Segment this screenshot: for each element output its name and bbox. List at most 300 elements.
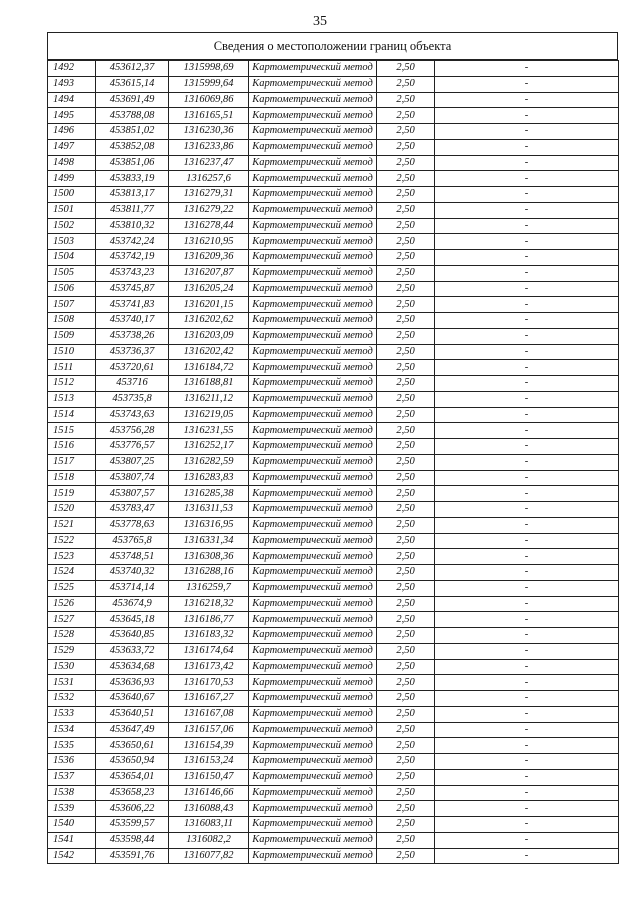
point-number-cell: 1495 bbox=[48, 108, 96, 124]
x-coordinate-cell: 453778,63 bbox=[96, 517, 169, 533]
table-title-text: Сведения о местоположении границ объекта bbox=[213, 38, 452, 53]
point-number-cell: 1515 bbox=[48, 423, 96, 439]
table-row bbox=[48, 580, 619, 596]
y-coordinate-cell: 1316077,82 bbox=[169, 848, 249, 864]
table-row bbox=[48, 124, 619, 140]
table-row bbox=[48, 265, 619, 281]
method-cell: Картометрический метод bbox=[249, 171, 377, 187]
y-coordinate-cell: 1316188,81 bbox=[169, 376, 249, 392]
accuracy-cell: 2,50 bbox=[377, 565, 435, 581]
description-cell: - bbox=[435, 439, 619, 455]
point-number-cell: 1529 bbox=[48, 643, 96, 659]
accuracy-cell: 2,50 bbox=[377, 832, 435, 848]
y-coordinate-cell: 1316154,39 bbox=[169, 738, 249, 754]
y-coordinate-cell: 1316283,83 bbox=[169, 470, 249, 486]
description-cell: - bbox=[435, 202, 619, 218]
point-number-cell: 1541 bbox=[48, 832, 96, 848]
point-number-cell: 1524 bbox=[48, 565, 96, 581]
table-row bbox=[48, 628, 619, 644]
description-cell: - bbox=[435, 533, 619, 549]
x-coordinate-cell: 453811,77 bbox=[96, 202, 169, 218]
x-coordinate-cell: 453650,61 bbox=[96, 738, 169, 754]
accuracy-cell: 2,50 bbox=[377, 706, 435, 722]
point-number-cell: 1492 bbox=[48, 61, 96, 77]
point-number-cell: 1493 bbox=[48, 76, 96, 92]
point-number-cell: 1533 bbox=[48, 706, 96, 722]
point-number-cell: 1509 bbox=[48, 328, 96, 344]
accuracy-cell: 2,50 bbox=[377, 502, 435, 518]
point-number-cell: 1530 bbox=[48, 659, 96, 675]
y-coordinate-cell: 1316203,09 bbox=[169, 328, 249, 344]
point-number-cell: 1516 bbox=[48, 439, 96, 455]
accuracy-cell: 2,50 bbox=[377, 328, 435, 344]
accuracy-cell: 2,50 bbox=[377, 801, 435, 817]
table-row bbox=[48, 297, 619, 313]
x-coordinate-cell: 453615,14 bbox=[96, 76, 169, 92]
description-cell: - bbox=[435, 675, 619, 691]
y-coordinate-cell: 1316184,72 bbox=[169, 360, 249, 376]
table-row bbox=[48, 171, 619, 187]
method-cell: Картометрический метод bbox=[249, 659, 377, 675]
table-row bbox=[48, 250, 619, 266]
point-number-cell: 1519 bbox=[48, 486, 96, 502]
y-coordinate-cell: 1316233,86 bbox=[169, 139, 249, 155]
method-cell: Картометрический метод bbox=[249, 643, 377, 659]
description-cell: - bbox=[435, 423, 619, 439]
method-cell: Картометрический метод bbox=[249, 848, 377, 864]
x-coordinate-cell: 453633,72 bbox=[96, 643, 169, 659]
table-row bbox=[48, 218, 619, 234]
y-coordinate-cell: 1316252,17 bbox=[169, 439, 249, 455]
x-coordinate-cell: 453598,44 bbox=[96, 832, 169, 848]
method-cell: Картометрический метод bbox=[249, 470, 377, 486]
description-cell: - bbox=[435, 470, 619, 486]
y-coordinate-cell: 1316211,12 bbox=[169, 391, 249, 407]
description-cell: - bbox=[435, 360, 619, 376]
y-coordinate-cell: 1316331,34 bbox=[169, 533, 249, 549]
description-cell: - bbox=[435, 549, 619, 565]
accuracy-cell: 2,50 bbox=[377, 439, 435, 455]
accuracy-cell: 2,50 bbox=[377, 486, 435, 502]
point-number-cell: 1503 bbox=[48, 234, 96, 250]
accuracy-cell: 2,50 bbox=[377, 659, 435, 675]
point-number-cell: 1523 bbox=[48, 549, 96, 565]
x-coordinate-cell: 453674,9 bbox=[96, 596, 169, 612]
page-number: 35 bbox=[313, 14, 327, 29]
x-coordinate-cell: 453833,19 bbox=[96, 171, 169, 187]
description-cell: - bbox=[435, 454, 619, 470]
table-row bbox=[48, 92, 619, 108]
method-cell: Картометрический метод bbox=[249, 76, 377, 92]
y-coordinate-cell: 1316186,77 bbox=[169, 612, 249, 628]
table-row bbox=[48, 848, 619, 864]
point-number-cell: 1526 bbox=[48, 596, 96, 612]
method-cell: Картометрический метод bbox=[249, 486, 377, 502]
x-coordinate-cell: 453783,47 bbox=[96, 502, 169, 518]
description-cell: - bbox=[435, 785, 619, 801]
y-coordinate-cell: 1316183,32 bbox=[169, 628, 249, 644]
accuracy-cell: 2,50 bbox=[377, 722, 435, 738]
accuracy-cell: 2,50 bbox=[377, 297, 435, 313]
accuracy-cell: 2,50 bbox=[377, 218, 435, 234]
y-coordinate-cell: 1316083,11 bbox=[169, 817, 249, 833]
x-coordinate-cell: 453599,57 bbox=[96, 817, 169, 833]
y-coordinate-cell: 1316311,53 bbox=[169, 502, 249, 518]
description-cell: - bbox=[435, 281, 619, 297]
accuracy-cell: 2,50 bbox=[377, 155, 435, 171]
accuracy-cell: 2,50 bbox=[377, 517, 435, 533]
method-cell: Картометрический метод bbox=[249, 297, 377, 313]
table-row bbox=[48, 328, 619, 344]
x-coordinate-cell: 453742,19 bbox=[96, 250, 169, 266]
x-coordinate-cell: 453714,14 bbox=[96, 580, 169, 596]
table-row bbox=[48, 785, 619, 801]
description-cell: - bbox=[435, 313, 619, 329]
description-cell: - bbox=[435, 376, 619, 392]
table-row bbox=[48, 754, 619, 770]
point-number-cell: 1535 bbox=[48, 738, 96, 754]
table-row bbox=[48, 643, 619, 659]
description-cell: - bbox=[435, 565, 619, 581]
accuracy-cell: 2,50 bbox=[377, 108, 435, 124]
description-cell: - bbox=[435, 328, 619, 344]
point-number-cell: 1540 bbox=[48, 817, 96, 833]
accuracy-cell: 2,50 bbox=[377, 785, 435, 801]
table-row bbox=[48, 596, 619, 612]
point-number-cell: 1504 bbox=[48, 250, 96, 266]
point-number-cell: 1511 bbox=[48, 360, 96, 376]
table-row bbox=[48, 691, 619, 707]
method-cell: Картометрический метод bbox=[249, 139, 377, 155]
description-cell: - bbox=[435, 628, 619, 644]
accuracy-cell: 2,50 bbox=[377, 596, 435, 612]
description-cell: - bbox=[435, 706, 619, 722]
accuracy-cell: 2,50 bbox=[377, 612, 435, 628]
y-coordinate-cell: 1316167,08 bbox=[169, 706, 249, 722]
table-row bbox=[48, 344, 619, 360]
description-cell: - bbox=[435, 817, 619, 833]
description-cell: - bbox=[435, 738, 619, 754]
method-cell: Картометрический метод bbox=[249, 628, 377, 644]
x-coordinate-cell: 453742,24 bbox=[96, 234, 169, 250]
method-cell: Картометрический метод bbox=[249, 344, 377, 360]
point-number-cell: 1508 bbox=[48, 313, 96, 329]
method-cell: Картометрический метод bbox=[249, 234, 377, 250]
description-cell: - bbox=[435, 155, 619, 171]
accuracy-cell: 2,50 bbox=[377, 187, 435, 203]
y-coordinate-cell: 1316279,22 bbox=[169, 202, 249, 218]
accuracy-cell: 2,50 bbox=[377, 265, 435, 281]
y-coordinate-cell: 1316209,36 bbox=[169, 250, 249, 266]
description-cell: - bbox=[435, 769, 619, 785]
description-cell: - bbox=[435, 486, 619, 502]
y-coordinate-cell: 1316157,06 bbox=[169, 722, 249, 738]
point-number-cell: 1499 bbox=[48, 171, 96, 187]
point-number-cell: 1496 bbox=[48, 124, 96, 140]
accuracy-cell: 2,50 bbox=[377, 76, 435, 92]
table-row bbox=[48, 360, 619, 376]
point-number-cell: 1517 bbox=[48, 454, 96, 470]
x-coordinate-cell: 453807,25 bbox=[96, 454, 169, 470]
method-cell: Картометрический метод bbox=[249, 675, 377, 691]
y-coordinate-cell: 1316150,47 bbox=[169, 769, 249, 785]
accuracy-cell: 2,50 bbox=[377, 61, 435, 77]
table-title bbox=[47, 32, 618, 60]
accuracy-cell: 2,50 bbox=[377, 250, 435, 266]
y-coordinate-cell: 1316219,05 bbox=[169, 407, 249, 423]
method-cell: Картометрический метод bbox=[249, 218, 377, 234]
method-cell: Картометрический метод bbox=[249, 281, 377, 297]
x-coordinate-cell: 453741,83 bbox=[96, 297, 169, 313]
point-number-cell: 1501 bbox=[48, 202, 96, 218]
accuracy-cell: 2,50 bbox=[377, 376, 435, 392]
y-coordinate-cell: 1316218,32 bbox=[169, 596, 249, 612]
description-cell: - bbox=[435, 659, 619, 675]
y-coordinate-cell: 1316231,55 bbox=[169, 423, 249, 439]
table-row bbox=[48, 155, 619, 171]
method-cell: Картометрический метод bbox=[249, 549, 377, 565]
x-coordinate-cell: 453851,06 bbox=[96, 155, 169, 171]
description-cell: - bbox=[435, 108, 619, 124]
accuracy-cell: 2,50 bbox=[377, 628, 435, 644]
y-coordinate-cell: 1316259,7 bbox=[169, 580, 249, 596]
x-coordinate-cell: 453765,8 bbox=[96, 533, 169, 549]
accuracy-cell: 2,50 bbox=[377, 313, 435, 329]
accuracy-cell: 2,50 bbox=[377, 549, 435, 565]
table-row bbox=[48, 139, 619, 155]
x-coordinate-cell: 453612,37 bbox=[96, 61, 169, 77]
y-coordinate-cell: 1316207,87 bbox=[169, 265, 249, 281]
x-coordinate-cell: 453807,57 bbox=[96, 486, 169, 502]
accuracy-cell: 2,50 bbox=[377, 391, 435, 407]
table-row bbox=[48, 801, 619, 817]
y-coordinate-cell: 1316202,62 bbox=[169, 313, 249, 329]
x-coordinate-cell: 453756,28 bbox=[96, 423, 169, 439]
y-coordinate-cell: 1316173,42 bbox=[169, 659, 249, 675]
x-coordinate-cell: 453606,22 bbox=[96, 801, 169, 817]
accuracy-cell: 2,50 bbox=[377, 202, 435, 218]
description-cell: - bbox=[435, 754, 619, 770]
description-cell: - bbox=[435, 61, 619, 77]
description-cell: - bbox=[435, 517, 619, 533]
table-row bbox=[48, 565, 619, 581]
point-number-cell: 1536 bbox=[48, 754, 96, 770]
table-row bbox=[48, 407, 619, 423]
point-number-cell: 1494 bbox=[48, 92, 96, 108]
method-cell: Картометрический метод bbox=[249, 391, 377, 407]
table-row bbox=[48, 423, 619, 439]
x-coordinate-cell: 453740,17 bbox=[96, 313, 169, 329]
method-cell: Картометрический метод bbox=[249, 328, 377, 344]
point-number-cell: 1513 bbox=[48, 391, 96, 407]
table-row bbox=[48, 281, 619, 297]
method-cell: Картометрический метод bbox=[249, 738, 377, 754]
method-cell: Картометрический метод bbox=[249, 817, 377, 833]
method-cell: Картометрический метод bbox=[249, 612, 377, 628]
description-cell: - bbox=[435, 612, 619, 628]
point-number-cell: 1527 bbox=[48, 612, 96, 628]
x-coordinate-cell: 453735,8 bbox=[96, 391, 169, 407]
method-cell: Картометрический метод bbox=[249, 202, 377, 218]
x-coordinate-cell: 453654,01 bbox=[96, 769, 169, 785]
point-number-cell: 1539 bbox=[48, 801, 96, 817]
x-coordinate-cell: 453634,68 bbox=[96, 659, 169, 675]
point-number-cell: 1510 bbox=[48, 344, 96, 360]
method-cell: Картометрический метод bbox=[249, 187, 377, 203]
x-coordinate-cell: 453851,02 bbox=[96, 124, 169, 140]
x-coordinate-cell: 453743,63 bbox=[96, 407, 169, 423]
accuracy-cell: 2,50 bbox=[377, 738, 435, 754]
accuracy-cell: 2,50 bbox=[377, 281, 435, 297]
accuracy-cell: 2,50 bbox=[377, 848, 435, 864]
point-number-cell: 1525 bbox=[48, 580, 96, 596]
method-cell: Картометрический метод bbox=[249, 565, 377, 581]
method-cell: Картометрический метод bbox=[249, 533, 377, 549]
table-row bbox=[48, 533, 619, 549]
method-cell: Картометрический метод bbox=[249, 124, 377, 140]
table-row bbox=[48, 817, 619, 833]
method-cell: Картометрический метод bbox=[249, 580, 377, 596]
table-row bbox=[48, 313, 619, 329]
point-number-cell: 1528 bbox=[48, 628, 96, 644]
description-cell: - bbox=[435, 832, 619, 848]
description-cell: - bbox=[435, 124, 619, 140]
accuracy-cell: 2,50 bbox=[377, 360, 435, 376]
accuracy-cell: 2,50 bbox=[377, 171, 435, 187]
y-coordinate-cell: 1316167,27 bbox=[169, 691, 249, 707]
x-coordinate-cell: 453745,87 bbox=[96, 281, 169, 297]
y-coordinate-cell: 1316088,43 bbox=[169, 801, 249, 817]
description-cell: - bbox=[435, 234, 619, 250]
accuracy-cell: 2,50 bbox=[377, 769, 435, 785]
y-coordinate-cell: 1316285,38 bbox=[169, 486, 249, 502]
x-coordinate-cell: 453748,51 bbox=[96, 549, 169, 565]
accuracy-cell: 2,50 bbox=[377, 454, 435, 470]
accuracy-cell: 2,50 bbox=[377, 92, 435, 108]
x-coordinate-cell: 453807,74 bbox=[96, 470, 169, 486]
y-coordinate-cell: 1316165,51 bbox=[169, 108, 249, 124]
point-number-cell: 1538 bbox=[48, 785, 96, 801]
method-cell: Картометрический метод bbox=[249, 769, 377, 785]
table-row bbox=[48, 549, 619, 565]
method-cell: Картометрический метод bbox=[249, 801, 377, 817]
table-row bbox=[48, 502, 619, 518]
accuracy-cell: 2,50 bbox=[377, 470, 435, 486]
point-number-cell: 1522 bbox=[48, 533, 96, 549]
description-cell: - bbox=[435, 391, 619, 407]
description-cell: - bbox=[435, 502, 619, 518]
y-coordinate-cell: 1316153,24 bbox=[169, 754, 249, 770]
table-row bbox=[48, 202, 619, 218]
y-coordinate-cell: 1316237,47 bbox=[169, 155, 249, 171]
method-cell: Картометрический метод bbox=[249, 691, 377, 707]
description-cell: - bbox=[435, 407, 619, 423]
table-row bbox=[48, 659, 619, 675]
coordinates-table bbox=[47, 60, 619, 864]
method-cell: Картометрический метод bbox=[249, 832, 377, 848]
accuracy-cell: 2,50 bbox=[377, 423, 435, 439]
accuracy-cell: 2,50 bbox=[377, 124, 435, 140]
table-row bbox=[48, 722, 619, 738]
x-coordinate-cell: 453650,94 bbox=[96, 754, 169, 770]
table-row bbox=[48, 675, 619, 691]
method-cell: Картометрический метод bbox=[249, 785, 377, 801]
accuracy-cell: 2,50 bbox=[377, 675, 435, 691]
method-cell: Картометрический метод bbox=[249, 502, 377, 518]
table-row bbox=[48, 738, 619, 754]
point-number-cell: 1497 bbox=[48, 139, 96, 155]
method-cell: Картометрический метод bbox=[249, 754, 377, 770]
point-number-cell: 1500 bbox=[48, 187, 96, 203]
y-coordinate-cell: 1316316,95 bbox=[169, 517, 249, 533]
x-coordinate-cell: 453591,76 bbox=[96, 848, 169, 864]
description-cell: - bbox=[435, 801, 619, 817]
point-number-cell: 1542 bbox=[48, 848, 96, 864]
table-row bbox=[48, 454, 619, 470]
y-coordinate-cell: 1316282,59 bbox=[169, 454, 249, 470]
table-row bbox=[48, 439, 619, 455]
accuracy-cell: 2,50 bbox=[377, 234, 435, 250]
point-number-cell: 1532 bbox=[48, 691, 96, 707]
description-cell: - bbox=[435, 596, 619, 612]
point-number-cell: 1520 bbox=[48, 502, 96, 518]
y-coordinate-cell: 1316146,66 bbox=[169, 785, 249, 801]
table-row bbox=[48, 76, 619, 92]
x-coordinate-cell: 453640,67 bbox=[96, 691, 169, 707]
method-cell: Картометрический метод bbox=[249, 517, 377, 533]
table-row bbox=[48, 61, 619, 77]
y-coordinate-cell: 1316257,6 bbox=[169, 171, 249, 187]
point-number-cell: 1534 bbox=[48, 722, 96, 738]
coordinates-table-body bbox=[48, 61, 619, 864]
table-row bbox=[48, 832, 619, 848]
accuracy-cell: 2,50 bbox=[377, 754, 435, 770]
y-coordinate-cell: 1315998,69 bbox=[169, 61, 249, 77]
point-number-cell: 1507 bbox=[48, 297, 96, 313]
x-coordinate-cell: 453647,49 bbox=[96, 722, 169, 738]
x-coordinate-cell: 453720,61 bbox=[96, 360, 169, 376]
description-cell: - bbox=[435, 265, 619, 281]
description-cell: - bbox=[435, 218, 619, 234]
point-number-cell: 1512 bbox=[48, 376, 96, 392]
x-coordinate-cell: 453852,08 bbox=[96, 139, 169, 155]
accuracy-cell: 2,50 bbox=[377, 139, 435, 155]
y-coordinate-cell: 1316069,86 bbox=[169, 92, 249, 108]
y-coordinate-cell: 1316202,42 bbox=[169, 344, 249, 360]
x-coordinate-cell: 453740,32 bbox=[96, 565, 169, 581]
point-number-cell: 1537 bbox=[48, 769, 96, 785]
x-coordinate-cell: 453645,18 bbox=[96, 612, 169, 628]
x-coordinate-cell: 453743,23 bbox=[96, 265, 169, 281]
x-coordinate-cell: 453788,08 bbox=[96, 108, 169, 124]
accuracy-cell: 2,50 bbox=[377, 344, 435, 360]
y-coordinate-cell: 1316230,36 bbox=[169, 124, 249, 140]
accuracy-cell: 2,50 bbox=[377, 643, 435, 659]
y-coordinate-cell: 1316174,64 bbox=[169, 643, 249, 659]
description-cell: - bbox=[435, 76, 619, 92]
method-cell: Картометрический метод bbox=[249, 155, 377, 171]
table-row bbox=[48, 486, 619, 502]
point-number-cell: 1506 bbox=[48, 281, 96, 297]
table-row bbox=[48, 376, 619, 392]
point-number-cell: 1521 bbox=[48, 517, 96, 533]
x-coordinate-cell: 453716 bbox=[96, 376, 169, 392]
table-row bbox=[48, 234, 619, 250]
method-cell: Картометрический метод bbox=[249, 407, 377, 423]
method-cell: Картометрический метод bbox=[249, 313, 377, 329]
point-number-cell: 1518 bbox=[48, 470, 96, 486]
method-cell: Картометрический метод bbox=[249, 250, 377, 266]
